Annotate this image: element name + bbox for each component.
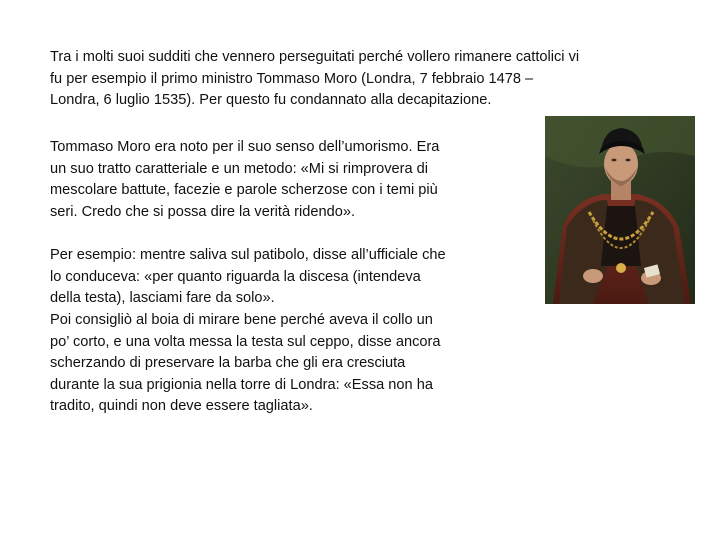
text-line: Poi consigliò al boia di mirare bene perché aveva il collo un: [50, 312, 433, 328]
text-line: tradito, quindi non deve essere tagliata».: [50, 398, 313, 415]
portrait-illustration: [545, 116, 695, 304]
anecdote-paragraph: [50, 310, 505, 418]
example-lead: Per esempio: [50, 247, 132, 263]
text-line: durante la sua prigionia nella torre di Londra: «Essa non ha: [50, 376, 433, 393]
text-line: lo conduceva: «per quanto riguarda la discesa (intendeva: [50, 268, 421, 285]
text-line: Tra i molti suoi sudditi che vennero perseguitati perché vollero rimanere cattolici vi: [50, 49, 580, 65]
text-line: seri. Credo che si possa dire la verità ridendo».: [50, 203, 356, 220]
text-line: un suo tratto caratteriale e un metodo: «Mi si rimprovera di: [50, 160, 428, 177]
example-paragraph: [50, 245, 505, 310]
text-line: Londra, 6 luglio 1535). Per questo fu condannato alla decapitazione.: [50, 92, 492, 109]
example-first-rest: : mentre saliva sul patibolo, disse all’ufficiale che: [131, 247, 446, 263]
text-line: fu per esempio il primo ministro Tommaso Moro (Londra, 7 febbraio 1478 –: [50, 70, 534, 87]
text-line: della testa), lasciami fare da solo».: [50, 290, 275, 307]
humor-paragraph: [50, 137, 505, 223]
text-line: [50, 245, 505, 267]
text-line: mescolare battute, facezie e parole scherzose con i temi più: [50, 182, 438, 199]
text-line: scherzando di preservare la barba che gli era cresciuta: [50, 355, 406, 372]
intro-paragraph: [50, 47, 660, 112]
text-line: Tommaso Moro era noto per il suo senso dell’umorismo. Era: [50, 139, 440, 155]
portrait-image: [545, 116, 695, 304]
text-line: po’ corto, e una volta messa la testa sul ceppo, disse ancora: [50, 333, 441, 350]
